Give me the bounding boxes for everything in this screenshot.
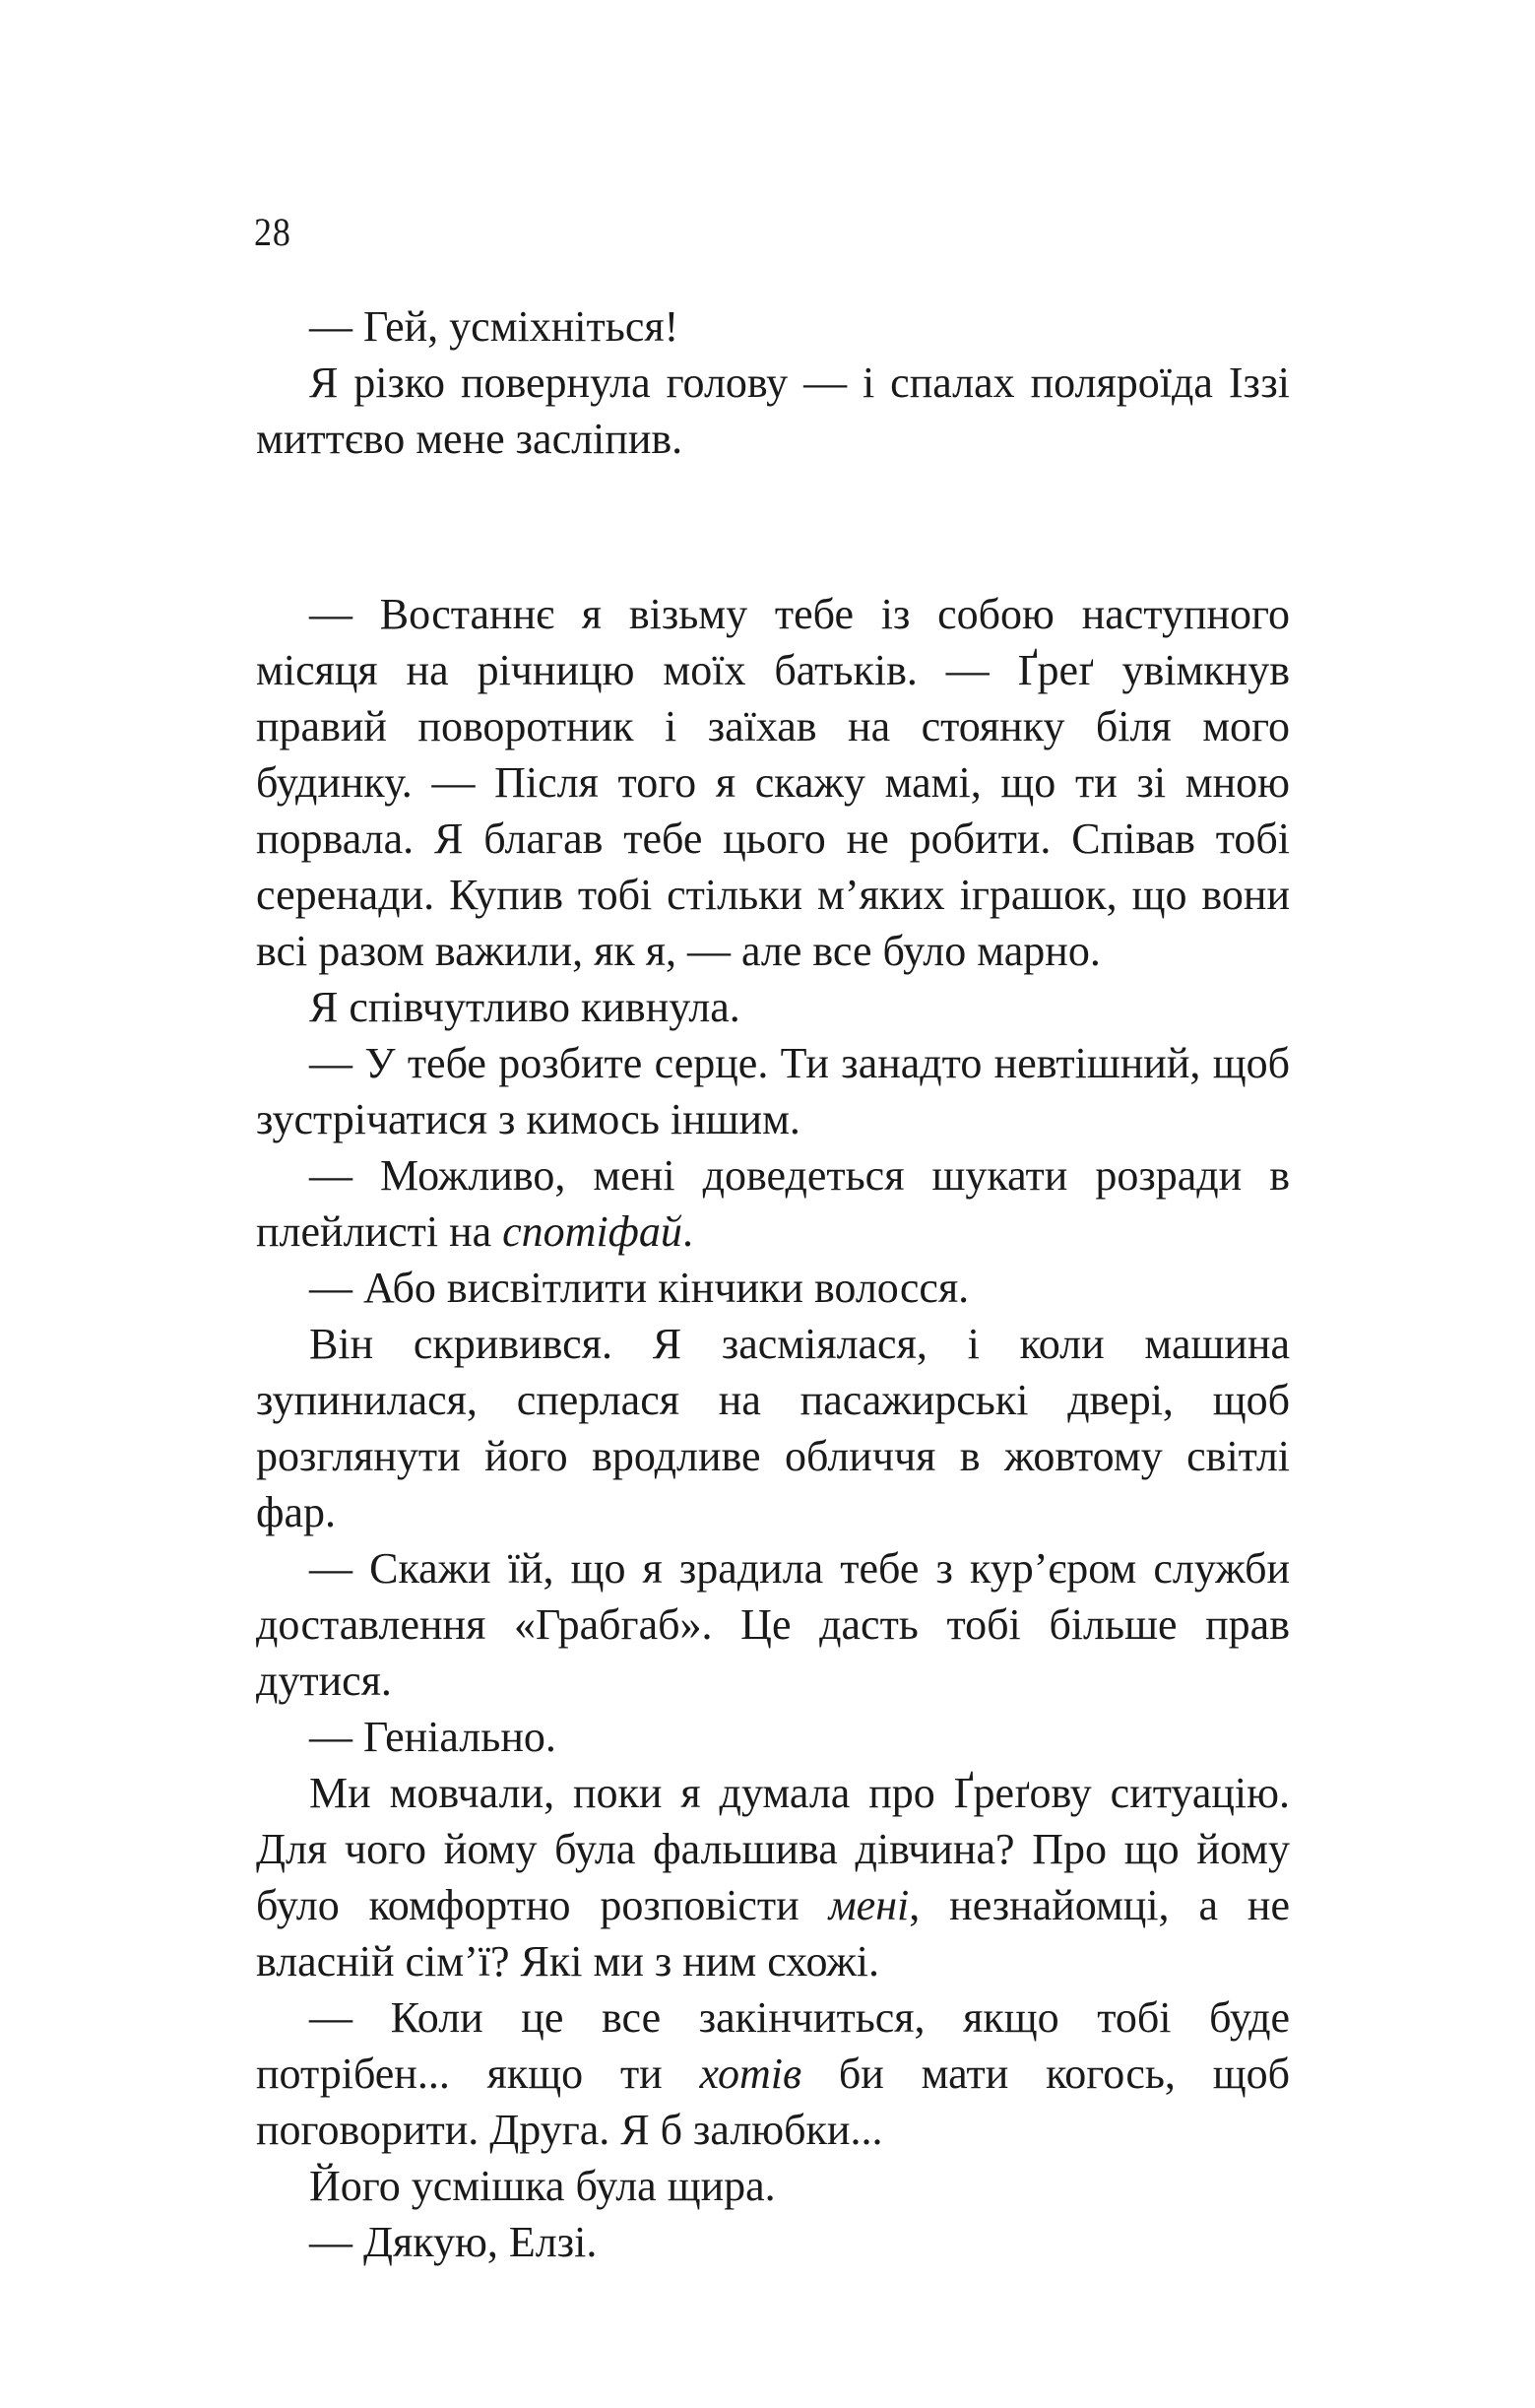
paragraph: Його усмішка була щира. — [309, 2162, 776, 2210]
paragraph: — Гей, усміхніться! — [309, 302, 679, 351]
paragraph — [256, 1765, 1290, 1989]
text-section-1 — [256, 298, 1290, 467]
paragraph-text: — Коли це все закінчиться, якщо тобі буде потрібен... якщо ти — [256, 1993, 1290, 2098]
text-section-2 — [256, 586, 1290, 2270]
page-number: 28 — [254, 210, 291, 254]
paragraph-text: . — [681, 1207, 693, 1256]
paragraph: Я співчутливо кивнула. — [309, 983, 740, 1031]
paragraph-text: , незнайомці, а не власній сім’ї? Які ми з ним схожі. — [256, 1881, 1291, 1985]
paragraph: — Востаннє я візьму тебе із собою наступного місяця на річницю моїх батьків. — Ґреґ увімкнув правий поворотник і заїхав на стоянку біля мого будинку. — Після того я скажу мамі, що ти зі мною порвала. Я благав тебе цього не робити. Співав тобі серенади. Купив тобі стільки м’яких іграшок, що вони всі разом важили, як я, — але все було марно. — [256, 590, 1290, 975]
paragraph — [256, 1147, 1290, 1260]
paragraph: Я різко повернула голову — і спалах поляроїда Іззі миттєво мене засліпив. — [256, 358, 1290, 463]
paragraph: — Або висвітлити кінчики волосся. — [309, 1264, 970, 1312]
emphasis-text: спотіфай — [502, 1207, 682, 1256]
paragraph: Він скривився. Я засміялася, і коли машина зупинилася, сперлася на пасажирські двері, щоб розглянути його вродливе обличчя в жовтому світлі фар. — [256, 1320, 1290, 1536]
paragraph-text: Ми мовчали, поки я думала про Ґреґову ситуацію. Для чого йому була фальшива дівчина? Про що йому було комфортно розповісти — [256, 1769, 1290, 1929]
emphasis-text: мені — [828, 1881, 910, 1929]
paragraph-text: би мати когось, щоб поговорити. Друга. Я б залюбки... — [256, 2050, 1290, 2154]
paragraph — [256, 1989, 1290, 2158]
paragraph: — Скажи їй, що я зрадила тебе з кур’єром служби доставлення «Грабгаб». Це дасть тобі більше прав дутися. — [256, 1544, 1290, 1705]
paragraph: — Дякую, Елзі. — [309, 2218, 598, 2266]
paragraph-text: — Можливо, мені доведеться шукати розради в плейлисті на — [256, 1151, 1290, 1256]
paragraph: — У тебе розбите серце. Ти занадто невтішний, щоб зустрічатися з кимось іншим. — [256, 1039, 1290, 1143]
emphasis-text: хотів — [699, 2050, 802, 2098]
paragraph: — Геніально. — [309, 1713, 556, 1761]
